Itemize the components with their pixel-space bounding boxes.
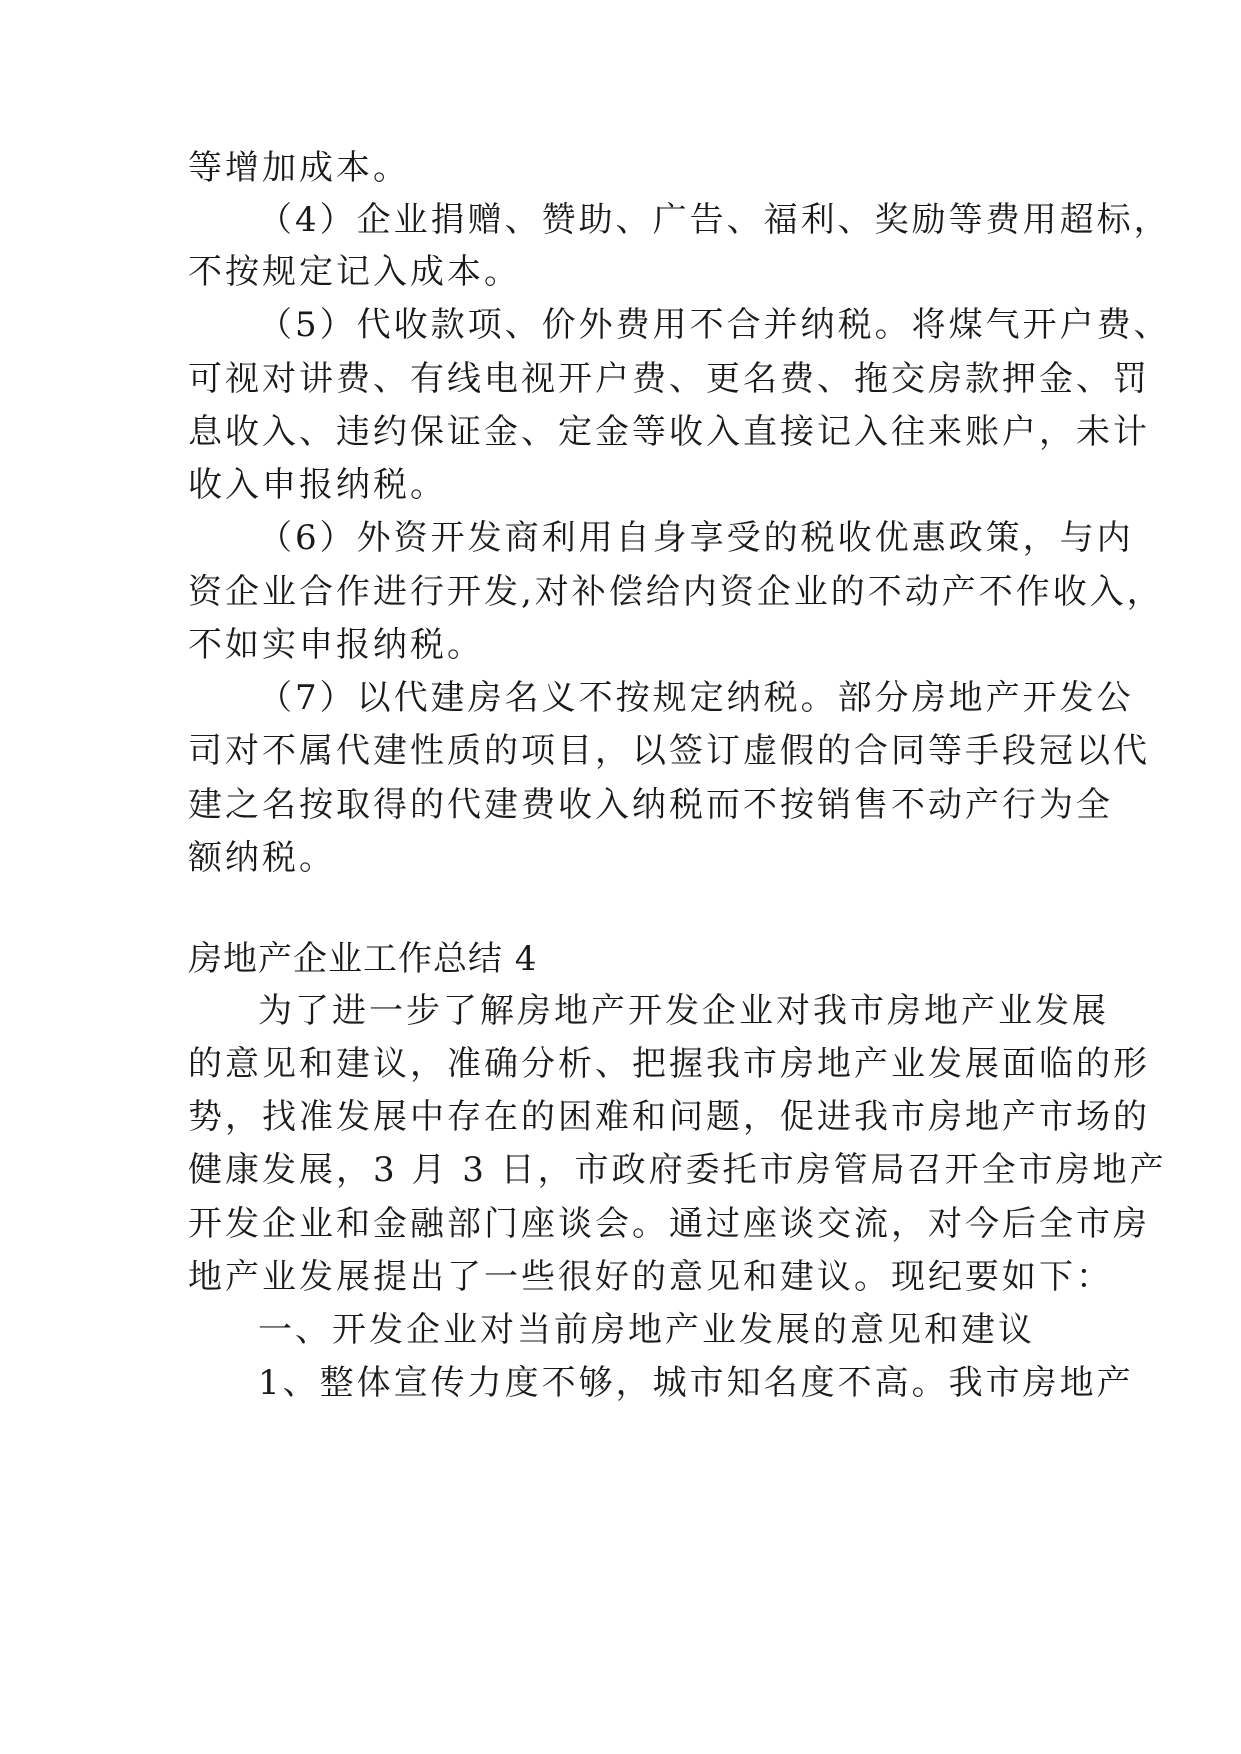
section-heading: 房地产企业工作总结 4	[188, 939, 538, 979]
subsection-heading: 一、开发企业对当前房地产业发展的意见和建议	[258, 1310, 1035, 1350]
paragraph-line: 地产业发展提出了一些很好的意见和建议。现纪要如下：	[188, 1257, 1113, 1297]
paragraph-line: 资企业合作进行开发,对补偿给内资企业的不动产不作收入，	[188, 572, 1164, 612]
paragraph-line: 开发企业和金融部门座谈会。通过座谈交流，对今后全市房	[188, 1204, 1150, 1244]
paragraph-line: 为了进一步了解房地产开发企业对我市房地产业发展	[258, 991, 1109, 1031]
paragraph-line: 可视对讲费、有线电视开户费、更名费、拖交房款押金、罚	[188, 359, 1150, 399]
paragraph-line: （5）代收款项、价外费用不合并纳税。将煤气开户费、	[258, 305, 1171, 345]
paragraph-line: （4）企业捐赠、赞助、广告、福利、奖励等费用超标，	[258, 200, 1171, 240]
paragraph-line: （7）以代建房名义不按规定纳税。部分房地产开发公	[258, 678, 1134, 718]
paragraph-line: 收入申报纳税。	[188, 465, 447, 505]
paragraph-line: 额纳税。	[188, 838, 336, 878]
paragraph-line: 建之名按取得的代建费收入纳税而不按销售不动产行为全	[188, 785, 1113, 825]
paragraph-line: 不按规定记入成本。	[188, 252, 521, 292]
paragraph-line: 司对不属代建性质的项目，以签订虚假的合同等手段冠以代	[188, 731, 1150, 771]
paragraph-line: 息收入、违约保证金、定金等收入直接记入往来账户，未计	[188, 412, 1150, 452]
paragraph-line: 势，找准发展中存在的困难和问题，促进我市房地产市场的	[188, 1097, 1150, 1137]
paragraph-line: 1、整体宣传力度不够，城市知名度不高。我市房地产	[258, 1363, 1134, 1403]
paragraph-line: 等增加成本。	[188, 148, 410, 188]
paragraph-line: 健康发展，3 月 3 日，市政府委托市房管局召开全市房地产	[188, 1150, 1167, 1190]
paragraph-line: 不如实申报纳税。	[188, 625, 484, 665]
paragraph-line: （6）外资开发商利用自身享受的税收优惠政策，与内	[258, 518, 1134, 558]
paragraph-line: 的意见和建议，准确分析、把握我市房地产业发展面临的形	[188, 1044, 1150, 1084]
